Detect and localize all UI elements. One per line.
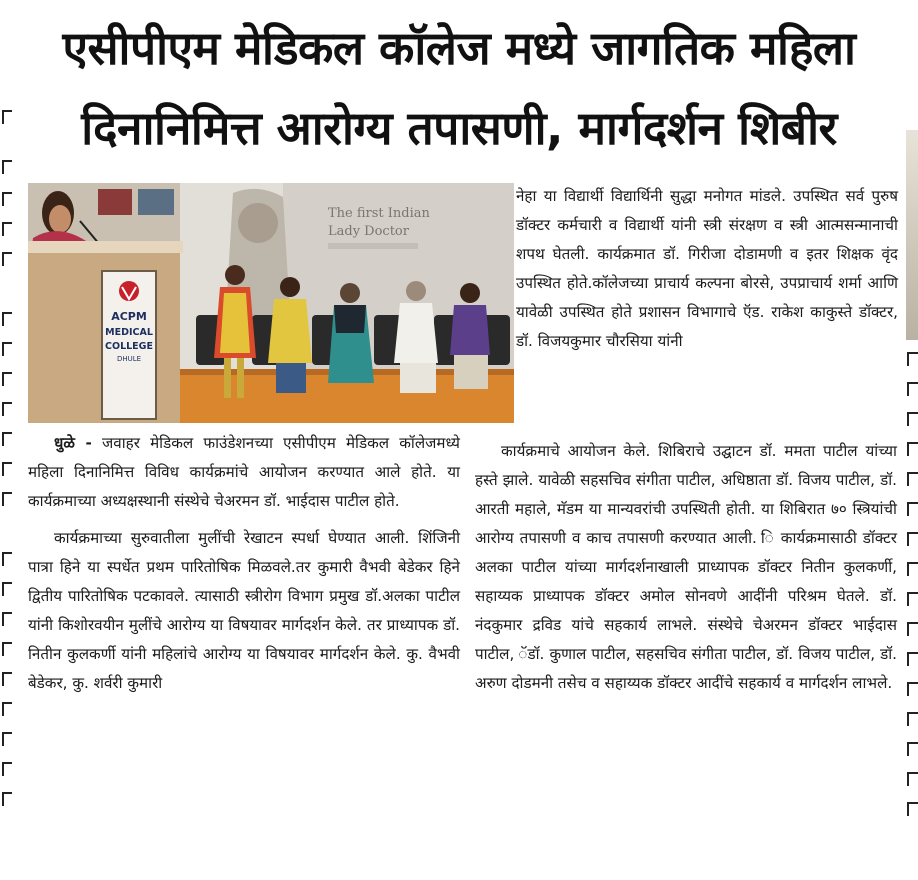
screen-title-line-1: The first Indian <box>328 206 430 221</box>
article-paragraph-3: कार्यक्रमाचे आयोजन केले. शिबिराचे उद्घाटन डॉ. ममता पाटील यांच्या हस्ते झाले. यावेळी सहसचिव संगीता पाटील, अधिष्ठाता डॉ. विजय पाटील, डॉ. आरती महाले, मॅडम या मान्यवरांची उपस्थिती होती. या शिबिरात ७० स्त्रियांची आरोग्य तपासणी व काच तपासणी करण्यात आली. ि कार्यक्रमासाठी डॉक्टर अलका पाटील यांच्या मार्गदर्शनाखाली प्राध्यापक डॉक्टर नितीन कुलकर्णी, सहाय्यक प्राध्यापक डॉक्टर अमोल सोनवणे आदींनी परिश्रम घेतले. डॉ. नंदकुमार द्रविड यांचे सहकार्य लाभले. संस्थेचे चेअरमन डॉक्टर भाईदास पाटील, ॅडॉ. कुणाल पाटील, सहसचिव संगीता पाटील, डॉ. विजय पाटील, डॉ. अरुण दोडमनी तसेच व सहाय्यक डॉक्टर आदींचे सहकार्य व मार्गदर्शन लाभले. <box>475 442 897 692</box>
adjacent-article-right-edge <box>904 0 918 880</box>
headline-line-2: दिनानिमित्त आरोग्य तपासणी, मार्गदर्शन शिबीर <box>81 101 837 155</box>
event-photo <box>28 183 514 423</box>
podium-logo-line-2: MEDICAL <box>105 327 153 338</box>
podium-logo-line-1: ACPM <box>111 310 147 323</box>
article-headline <box>24 8 894 168</box>
adjacent-photo-strip <box>906 130 918 340</box>
headline-line-1: एसीपीएम मेडिकल कॉलेज मध्ये जागतिक महिला <box>62 21 856 75</box>
adjacent-article-left-edge <box>0 0 14 880</box>
article-paragraph-1 <box>28 429 460 516</box>
article-column-right-bottom <box>475 437 897 698</box>
dateline: धुळे - <box>54 434 92 452</box>
article-column-left <box>28 429 460 698</box>
article-paragraph: नेहा या विद्यार्थी विद्यार्थिनी सुद्धा मनोगत मांडले. उपस्थित सर्व पुरुष डॉक्टर कर्मचारी व विद्यार्थी यांनी स्त्री संरक्षण व स्त्री आत्मसन्मानाची शपथ घेतली. कार्यक्रमात डॉ. गिरीजा दोडामणी व इतर शिक्षक वृंद उपस्थित होते.कॉलेजच्या प्राचार्य कल्पना बोरसे, उपप्राचार्य शर्मा आणि यावेळी उपस्थित होते प्रशासन विभागाचे ऍड. राकेश काकुस्ते डॉक्टर, डॉ. विजयकुमार चौरसिया यांनी <box>516 187 898 350</box>
article-paragraph-2: कार्यक्रमाच्या सुरुवातीला मुलींची रेखाटन स्पर्धा घेण्यात आली. शिंजिनी पात्रा हिने या स्पर्धेत प्रथम पारितोषिक मिळवले.तर कुमारी वैभवी बेडेकर हिने द्वितीय पारितोषिक पटकावले. त्यासाठी स्त्रीरोग विभाग प्रमुख डॉ.अलका पाटील यांनी किशोरवयीन मुलींचे आरोग्य या विषयावर मार्गदर्शन केले. तर प्राध्यापक डॉ. नितीन कुलकर्णी यांनी महिलांचे आरोग्य या विषयावर मार्गदर्शन केले. कु. वैभवी बेडेकर, कु. शर्वरी कुमारी <box>28 529 460 692</box>
article-paragraph-1-text: जवाहर मेडिकल फाउंडेशनच्या एसीपीएम मेडिकल कॉलेजमध्ये महिला दिनानिमित्त विविध कार्यक्रमांचे आयोजन करण्यात आले होते. या कार्यक्रमाच्या अध्यक्षस्थानी संस्थेचे चेअरमन डॉ. भाईदास पाटील होते. <box>28 434 460 510</box>
podium-logo-line-4: DHULE <box>116 355 142 363</box>
screen-title-line-2: Lady Doctor <box>328 224 409 239</box>
article-column-right-top <box>516 182 898 356</box>
podium-logo-line-3: COLLEGE <box>105 341 153 352</box>
